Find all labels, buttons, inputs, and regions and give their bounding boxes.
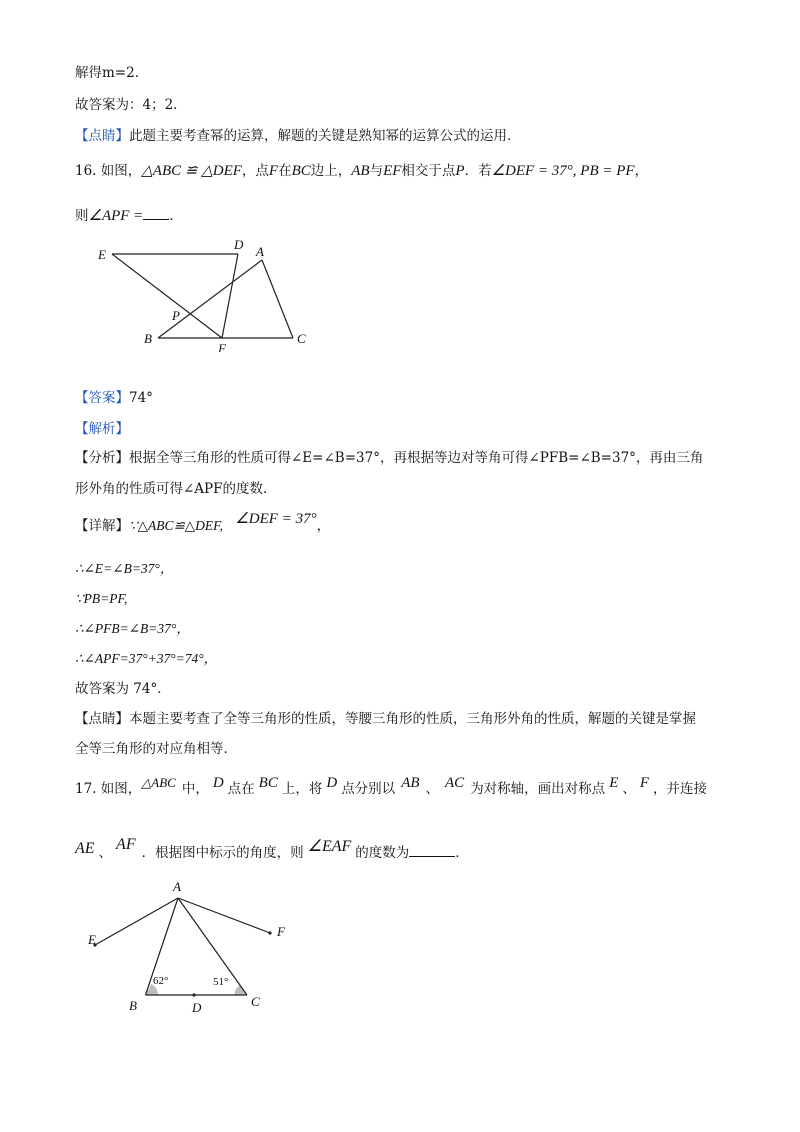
q17-text: 的度数为 — [355, 845, 410, 861]
answer-tag: 【答案】 — [75, 390, 129, 406]
q17-text: 点分别以 — [341, 781, 396, 797]
q16-number: 16. 如图， — [75, 163, 142, 179]
q17-point-e: E — [609, 775, 619, 791]
q17-text: 为对称轴，画出对称点 — [470, 781, 606, 797]
q17-text: 中， — [181, 781, 209, 797]
label-c: C — [297, 331, 306, 346]
q17-text: 、 — [425, 781, 440, 797]
label-d: D — [192, 1000, 202, 1015]
q17-number: 17. 如图， — [75, 781, 142, 797]
q17-text: 点在 — [227, 781, 255, 797]
detail-text: ， — [316, 518, 331, 534]
q16-text: 边上， — [310, 163, 352, 179]
q17-segment-af: AF — [116, 836, 136, 853]
q17-point-d: D — [212, 775, 224, 791]
seg-ab — [158, 260, 262, 338]
seg-ae — [95, 898, 178, 945]
q16-text: ．若 — [464, 163, 492, 179]
q16-detail — [75, 511, 331, 535]
q17-text: 、 — [622, 781, 636, 797]
analysis-tag: 【解析】 — [75, 421, 129, 437]
label-f: F — [218, 341, 226, 352]
q16-question-angle: ∠APF = — [88, 208, 144, 224]
seg-af — [178, 898, 270, 933]
dianjing-tag: 【点睛】 — [75, 711, 129, 727]
q17-segment-bc: BC — [258, 775, 278, 791]
prev-comment — [75, 127, 521, 145]
q17-question-angle: ∠EAF — [307, 838, 352, 855]
q17-point-f: F — [639, 775, 650, 791]
label-a: A — [256, 244, 264, 259]
q16-step4: ∴∠APF=37°+37°=74°， — [75, 651, 218, 666]
q16-line2 — [75, 205, 183, 225]
q16-segment-bc: BC — [291, 163, 311, 179]
point-d-dot — [192, 993, 195, 996]
q16-segment-ab: AB — [351, 163, 370, 179]
label-p: P — [172, 308, 180, 323]
q16-segment-ef: EF — [383, 163, 402, 179]
q16-dianjing-1 — [75, 710, 696, 728]
q16-final: 故答案为 74°． — [75, 681, 171, 697]
angle-c-label: 51° — [213, 976, 229, 988]
q16-analysis — [75, 420, 129, 438]
q16-condition: ∠DEF = 37°, PB = PF — [491, 163, 635, 179]
label-c: C — [251, 994, 260, 1009]
answer-blank — [143, 205, 169, 220]
q16-congruence: △ABC ≌ △DEF — [141, 163, 242, 179]
q16-text: 则 — [75, 208, 89, 224]
q17-line2 — [75, 836, 469, 862]
comment-tag: 【点睛】 — [75, 128, 129, 144]
label-b: B — [144, 331, 152, 346]
label-d: D — [234, 237, 244, 252]
q16-answer — [75, 389, 153, 407]
answer-blank — [409, 842, 455, 857]
fenxi-text: 根据全等三角形的性质可得∠E=∠B=37°，再根据等边对等角可得∠PFB=∠B=37°，再由三角 — [129, 450, 704, 466]
detail-given-angle: ∠DEF = 37° — [235, 511, 317, 527]
detail-tag: 【详解】 — [75, 518, 129, 534]
q17-text: ，并连接 — [653, 781, 708, 797]
label-f: F — [277, 924, 285, 939]
seg-df — [222, 254, 238, 338]
label-e: E — [88, 932, 96, 947]
q16-point-p: P — [455, 163, 465, 179]
prev-answer: 故答案为：4；2． — [75, 97, 187, 113]
q16-step2: ∵PB=PF, — [75, 591, 128, 606]
q16-text: 与 — [369, 163, 384, 179]
q16-text: ，点 — [241, 163, 269, 179]
q17-axis-ab: AB — [401, 775, 420, 791]
answer-value: 74° — [129, 390, 153, 406]
q16-figure — [90, 232, 330, 352]
q17-figure — [82, 878, 302, 1018]
q16-text: 在 — [278, 163, 292, 179]
point-f-dot — [268, 931, 271, 934]
dianjing-text: 本题主要考查了全等三角形的性质，等腰三角形的性质，三角形外角的性质，解题的关键是掌握 — [129, 711, 696, 727]
q16-text: 相交于点 — [401, 163, 456, 179]
comment-text: 此题主要考查幂的运算，解题的关键是熟知幂的运算公式的运用． — [129, 128, 521, 144]
q16-point-f: F — [268, 163, 279, 179]
q16-line1 — [75, 162, 648, 180]
q17-triangle: △ABC — [141, 775, 176, 790]
seg-ac — [262, 260, 293, 338]
q17-text: ．根据图中标示的角度，则 — [141, 845, 304, 861]
q16-fenxi-1 — [75, 449, 703, 467]
q17-text: ． — [455, 845, 469, 861]
q17-segment-ae: AE — [75, 840, 95, 857]
q17-point-d: D — [326, 775, 338, 791]
q17-text: 、 — [98, 845, 113, 861]
q16-text: ． — [169, 208, 183, 224]
prev-solve: 解得m=2． — [75, 65, 149, 81]
label-a: A — [173, 879, 181, 894]
label-b: B — [129, 998, 137, 1013]
label-e: E — [98, 247, 106, 262]
fenxi-tag: 【分析】 — [75, 450, 129, 466]
q17-axis-ac: AC — [445, 775, 465, 791]
q17-line1 — [75, 775, 708, 798]
q16-text: ， — [634, 163, 649, 179]
q16-fenxi-2: 形外角的性质可得∠APF的度数． — [75, 481, 277, 497]
seg-ef — [112, 254, 222, 338]
q16-dianjing-2: 全等三角形的对应角相等． — [75, 741, 237, 757]
q17-text: 上，将 — [281, 781, 323, 797]
angle-b-label: 62° — [153, 975, 169, 987]
detail-given: ∵△ABC≌△DEF, — [129, 518, 224, 533]
q16-step1: ∴∠E=∠B=37°， — [75, 561, 174, 576]
q16-step3: ∴∠PFB=∠B=37°， — [75, 621, 190, 636]
